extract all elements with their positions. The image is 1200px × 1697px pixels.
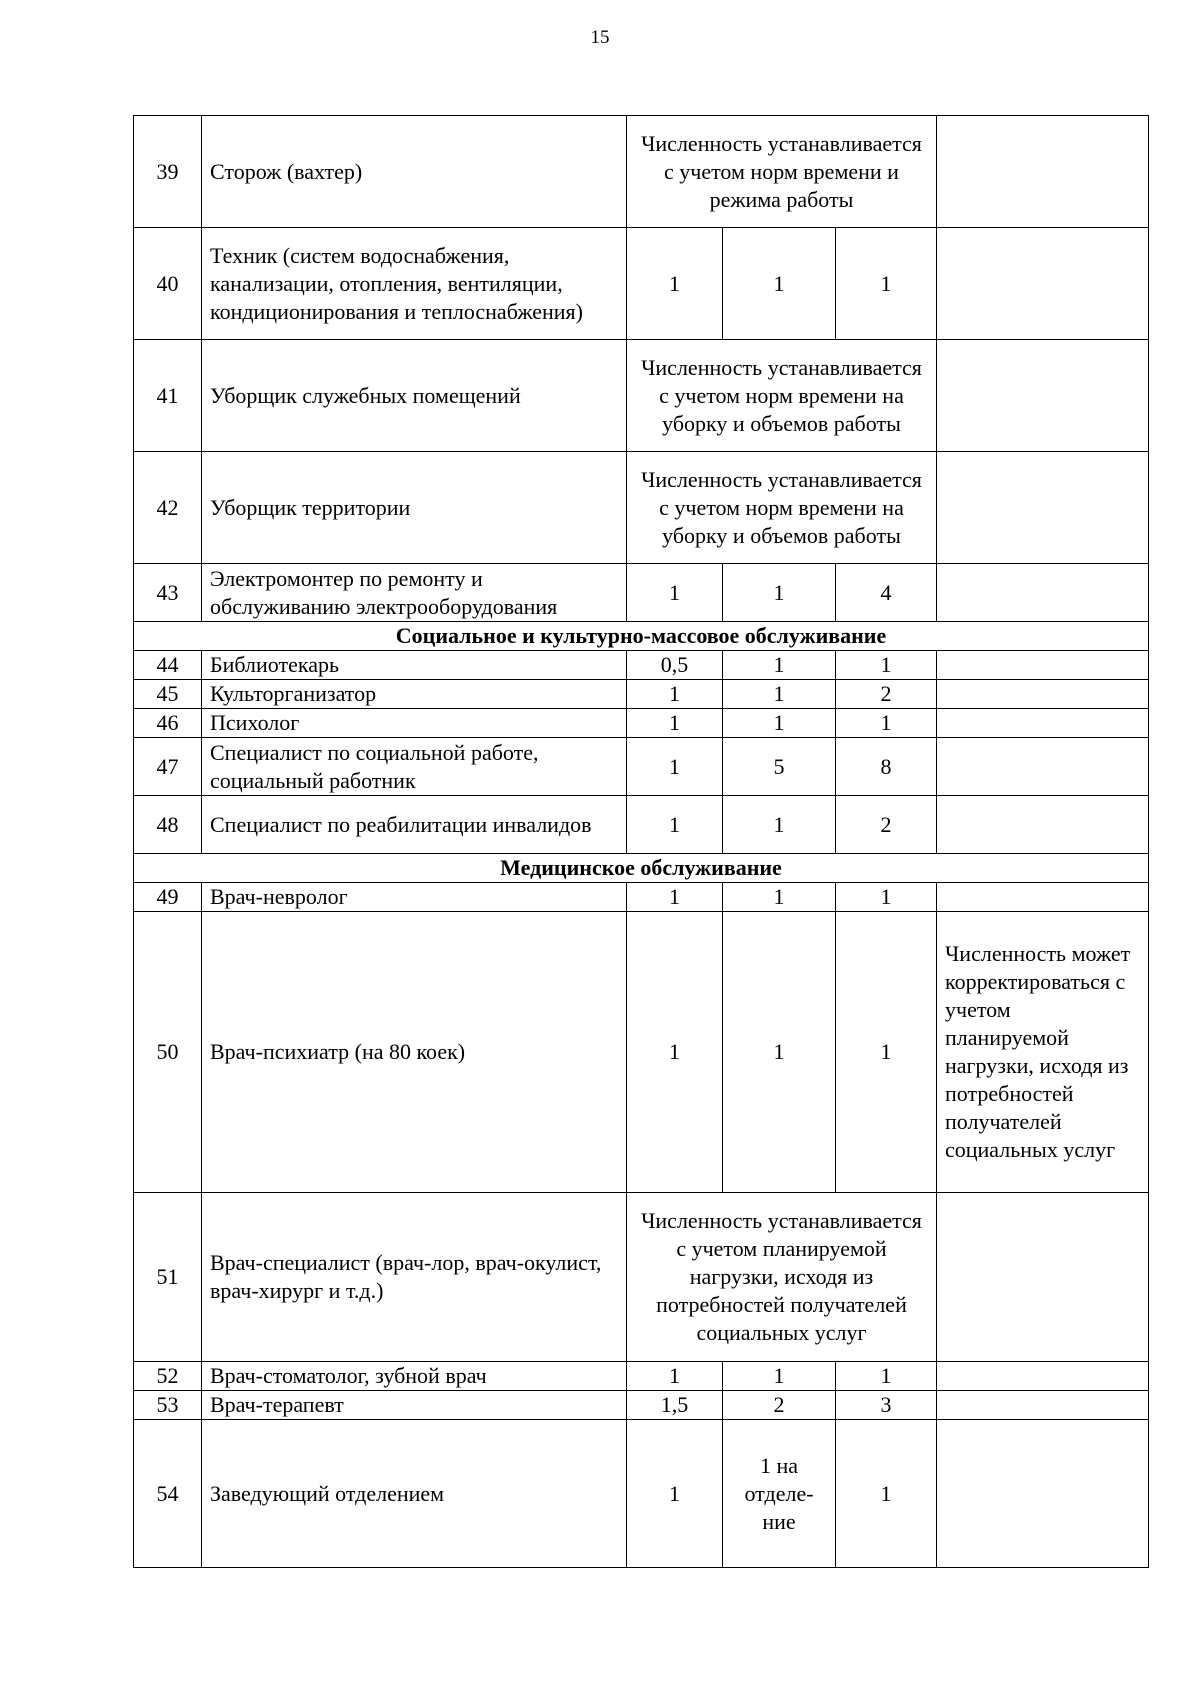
- staffing-rule: Численность устанавливается с учетом норм времени на уборку и объемов работы: [627, 340, 937, 452]
- table-row: [134, 883, 1149, 912]
- note-cell: [937, 564, 1149, 622]
- value-3: 2: [836, 680, 937, 709]
- note-cell: Численность может корректироваться с учетом планируемой нагрузки, исходя из потребностей получателей социальных услуг: [937, 912, 1149, 1193]
- value-3: 8: [836, 738, 937, 796]
- row-number: 53: [134, 1391, 202, 1420]
- note-cell: [937, 1420, 1149, 1568]
- table-row: [134, 228, 1149, 340]
- value-1: 1: [627, 680, 723, 709]
- value-2: 1: [723, 912, 836, 1193]
- position-name: Заведующий отделением: [202, 1420, 627, 1568]
- table-row: [134, 709, 1149, 738]
- value-2: 2: [723, 1391, 836, 1420]
- row-number: 51: [134, 1193, 202, 1362]
- section-header-row: [134, 622, 1149, 651]
- value-3: 1: [836, 228, 937, 340]
- row-number: 42: [134, 452, 202, 564]
- section-title-medical: Медицинское обслуживание: [134, 854, 1149, 883]
- row-number: 54: [134, 1420, 202, 1568]
- value-2: 1: [723, 564, 836, 622]
- note-cell: [937, 340, 1149, 452]
- note-cell: [937, 228, 1149, 340]
- position-name: Врач-психиатр (на 80 коек): [202, 912, 627, 1193]
- position-name: Электромонтер по ремонту и обслуживанию электрооборудования: [202, 564, 627, 622]
- table-row: [134, 738, 1149, 796]
- value-3: 1: [836, 1362, 937, 1391]
- note-cell: [937, 709, 1149, 738]
- position-name: Техник (систем водоснабжения, канализации, отопления, вентиляции, кондиционирования и теплоснабжения): [202, 228, 627, 340]
- value-2: 1: [723, 680, 836, 709]
- position-name: Психолог: [202, 709, 627, 738]
- position-name: Врач-терапевт: [202, 1391, 627, 1420]
- row-number: 47: [134, 738, 202, 796]
- table-row: [134, 564, 1149, 622]
- row-number: 40: [134, 228, 202, 340]
- value-1: 1: [627, 1362, 723, 1391]
- note-cell: [937, 1362, 1149, 1391]
- staffing-rule: Численность устанавливается с учетом норм времени на уборку и объемов работы: [627, 452, 937, 564]
- position-name: Врач-стоматолог, зубной врач: [202, 1362, 627, 1391]
- staffing-rule: Численность устанавливается с учетом планируемой нагрузки, исходя из потребностей получателей социальных услуг: [627, 1193, 937, 1362]
- row-number: 45: [134, 680, 202, 709]
- note-cell: [937, 116, 1149, 228]
- value-2: 1: [723, 651, 836, 680]
- value-1: 1: [627, 883, 723, 912]
- table-row: [134, 680, 1149, 709]
- note-cell: [937, 883, 1149, 912]
- row-number: 48: [134, 796, 202, 854]
- section-header-row: [134, 854, 1149, 883]
- staffing-table: [133, 115, 1149, 1568]
- note-cell: [937, 1193, 1149, 1362]
- note-cell: [937, 452, 1149, 564]
- row-number: 43: [134, 564, 202, 622]
- value-1: 1,5: [627, 1391, 723, 1420]
- page-number: 15: [590, 27, 610, 48]
- note-cell: [937, 680, 1149, 709]
- table-row: [134, 340, 1149, 452]
- position-name: Библиотекарь: [202, 651, 627, 680]
- table-row: [134, 796, 1149, 854]
- position-name: Врач-невролог: [202, 883, 627, 912]
- value-1: 0,5: [627, 651, 723, 680]
- table-row: [134, 452, 1149, 564]
- table-row: [134, 1391, 1149, 1420]
- value-2: 1: [723, 1362, 836, 1391]
- value-2: 1: [723, 709, 836, 738]
- value-1: 1: [627, 564, 723, 622]
- value-3: 4: [836, 564, 937, 622]
- value-1: 1: [627, 1420, 723, 1568]
- note-cell: [937, 651, 1149, 680]
- row-number: 50: [134, 912, 202, 1193]
- note-cell: [937, 738, 1149, 796]
- position-name: Культорганизатор: [202, 680, 627, 709]
- position-name: Врач-специалист (врач-лор, врач-окулист, врач-хирург и т.д.): [202, 1193, 627, 1362]
- value-2: 1: [723, 228, 836, 340]
- table-row: [134, 1420, 1149, 1568]
- table-row: [134, 651, 1149, 680]
- value-3: 1: [836, 651, 937, 680]
- value-3: 2: [836, 796, 937, 854]
- row-number: 39: [134, 116, 202, 228]
- value-2: 1 на отделе-ние: [723, 1420, 836, 1568]
- value-2: 1: [723, 883, 836, 912]
- position-name: Уборщик служебных помещений: [202, 340, 627, 452]
- value-3: 1: [836, 883, 937, 912]
- row-number: 44: [134, 651, 202, 680]
- row-number: 52: [134, 1362, 202, 1391]
- value-1: 1: [627, 709, 723, 738]
- table-row: [134, 1362, 1149, 1391]
- value-1: 1: [627, 912, 723, 1193]
- position-name: Специалист по реабилитации инвалидов: [202, 796, 627, 854]
- value-1: 1: [627, 228, 723, 340]
- table-row: [134, 1193, 1149, 1362]
- row-number: 49: [134, 883, 202, 912]
- value-3: 1: [836, 709, 937, 738]
- value-3: 1: [836, 1420, 937, 1568]
- row-number: 41: [134, 340, 202, 452]
- table-row: [134, 912, 1149, 1193]
- value-2: 5: [723, 738, 836, 796]
- value-1: 1: [627, 796, 723, 854]
- staffing-rule: Численность устанавливается с учетом норм времени и режима работы: [627, 116, 937, 228]
- position-name: Уборщик территории: [202, 452, 627, 564]
- table-row: [134, 116, 1149, 228]
- row-number: 46: [134, 709, 202, 738]
- value-2: 1: [723, 796, 836, 854]
- value-1: 1: [627, 738, 723, 796]
- value-3: 3: [836, 1391, 937, 1420]
- value-3: 1: [836, 912, 937, 1193]
- position-name: Сторож (вахтер): [202, 116, 627, 228]
- note-cell: [937, 796, 1149, 854]
- section-title-social: Социальное и культурно-массовое обслуживание: [134, 622, 1149, 651]
- position-name: Специалист по социальной работе, социальный работник: [202, 738, 627, 796]
- note-cell: [937, 1391, 1149, 1420]
